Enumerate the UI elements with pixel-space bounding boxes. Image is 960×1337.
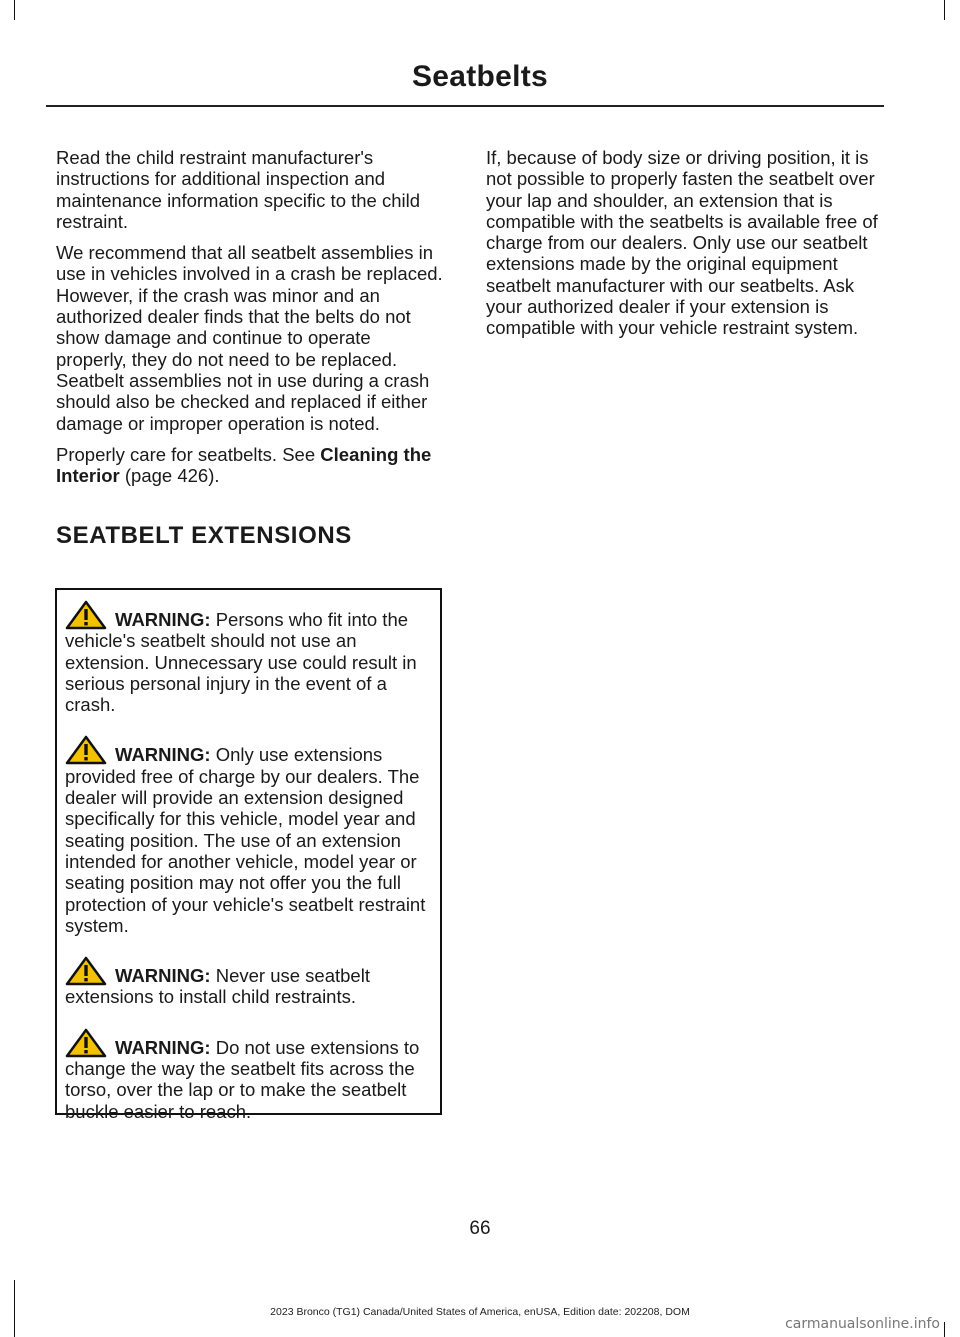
warning-triangle-icon [65,735,107,765]
watermark: carmanualsonline.info [785,1316,940,1332]
warning-text: Do not use extensions to change the way the seatbelt fits across the torso, over the lap or to make the seatbelt buckle easier to reach. [65,1036,420,1122]
paragraph-care [56,444,446,487]
warning-triangle-icon [65,956,107,986]
crop-mark-top-right [944,0,945,20]
edition-footer: 2023 Bronco (TG1) Canada/United States of America, enUSA, Edition date: 202208, DOM [270,1306,690,1318]
page-title: Seatbelts [411,60,549,93]
crop-mark-bottom-right [944,1322,945,1337]
warning-label: WARNING: [115,744,211,766]
warning-label: WARNING: [115,609,211,630]
warning-triangle-icon [65,600,107,630]
crop-mark-top-left [14,0,15,20]
warning-label: WARNING: [115,965,211,987]
paragraph-inspection: Read the child restraint manufacturer's instructions for additional inspection and maintenance information specific to the child restraint. [56,147,421,232]
section-heading: SEATBELT EXTENSIONS [56,522,352,550]
left-column [56,147,446,550]
cleaning-interior-link[interactable]: Cleaning the Interior [56,443,432,487]
paragraph-replacement: We recommend that all seatbelt assemblies in use in vehicles involved in a crash be replaced. However, if the crash was minor and an authorized dealer finds that the belts do not show damage and continue to operate properly, they do not need to be replaced. Seatbelt assemblies not in use during a crash should also be checked and replaced if either damage or improper operation is noted. [56,242,443,434]
warning-2 [65,735,432,936]
warning-triangle-icon [65,1028,107,1058]
right-column [486,147,880,349]
warning-box [55,588,442,1122]
warning-label: WARNING: [115,1036,211,1058]
warning-3 [65,956,432,1008]
warning-text: Never use seatbelt extensions to install child restraints. [65,965,370,1008]
paragraph-extension-availability: If, because of body size or driving position, it is not possible to properly fasten the seatbelt over your lap and shoulder, an extension that is compatible with the seatbelts is available free of charge from our dealers. Only use our seatbelt extensions made by the original equipment seatbelt manufacturer with our seatbelts. Ask your authorized dealer if your extension is compatible with your vehicle restraint system. [486,147,878,339]
warning-text: Persons who fit into the vehicle's seatbelt should not use an extension. Unnecessary use could result in serious personal injury in the event of a crash. [65,609,417,716]
warning-1 [65,600,432,715]
header-divider [46,105,884,107]
page-number: 66 [469,1218,491,1239]
warning-4 [65,1028,432,1122]
warning-text: Only use extensions provided free of charge by our dealers. The dealer will provide an extension designed specifically for this vehicle, model year and seating position. The use of an extension intended for another vehicle, model year or seating position may not offer you the full protection of your vehicle's seatbelt restraint system. [65,744,426,936]
care-suffix: (page 426). [119,465,220,487]
care-prefix: Properly care for seatbelts. See [56,443,321,465]
